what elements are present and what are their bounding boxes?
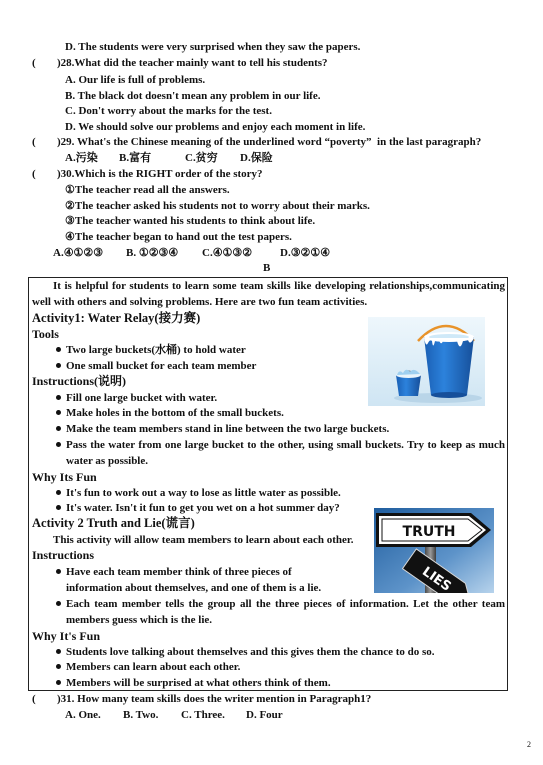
activity2-fun-1: Students love talking about themselves and this gives them the chance to do so. [66, 646, 435, 658]
q30-option-d: D.③②①④ [280, 247, 331, 259]
q30-event-4: ④The teacher began to hand out the test papers. [65, 231, 292, 243]
activity1-title: Activity1: Water Relay(接力赛) [32, 311, 201, 325]
activity2-instruction-1: Have each team member think of three pieces of information about themselves, and one of them is a lie. [66, 566, 322, 594]
water-relay-bucket-image [368, 317, 485, 406]
bullet-icon [56, 569, 61, 574]
activity1-instruction-3: Make the team members stand in line between the two large buckets. [66, 423, 390, 435]
bullet-icon [56, 442, 61, 447]
q30-option-c: C.④①③② [202, 247, 253, 259]
page-number: 2 [527, 740, 531, 749]
q30-event-3: ③The teacher wanted his students to think about life. [65, 215, 316, 227]
q29-option-a: A.污染 [65, 152, 98, 164]
bullet-icon [56, 649, 61, 654]
q31-option-b: B. Two. [123, 709, 159, 721]
q29-option-d: D.保险 [240, 152, 273, 164]
bullet-icon [56, 395, 61, 400]
q31-option-c: C. Three. [181, 709, 225, 721]
activity2-title: Activity 2 Truth and Lie(谎言) [32, 516, 195, 530]
activity1-instruction-1: Fill one large bucket with water. [66, 392, 218, 404]
activity2-instruction-2: Each team member tells the group all the three pieces of information. Let the other team members guess which is the lie. [66, 598, 505, 626]
activity1-fun-1: It's fun to work out a way to lose as little water as possible. [66, 487, 341, 499]
bullet-icon [56, 505, 61, 510]
q30-option-a: A.④①②③ [53, 247, 104, 259]
q30-option-b: B. ①②③④ [126, 247, 179, 259]
q27-option-d: D. The students were very surprised when they saw the papers. [65, 41, 361, 53]
bullet-icon [56, 363, 61, 368]
q30-event-1: ①The teacher read all the answers. [65, 184, 230, 196]
activity2-fun-2: Members can learn about each other. [66, 661, 241, 673]
bullet-icon [56, 680, 61, 685]
passage-intro: It is helpful for students to learn some team skills like developing relationships,communicating well with others and solving problems. Here are two fun team activities. [32, 280, 505, 308]
activity1-fun-heading: Why Its Fun [32, 470, 97, 484]
activity2-intro: This activity will allow team members to learn about each other. [53, 534, 354, 546]
q29-option-c: C.贫穷 [185, 152, 218, 164]
q28-option-d: D. We should solve our problems and enjoy each moment in life. [65, 121, 366, 133]
q29-answer-paren: ( [32, 136, 36, 148]
q30-event-2: ②The teacher asked his students not to worry about their marks. [65, 200, 370, 212]
activity1-instruction-4: Pass the water from one large bucket to the other, using small buckets. Try to keep as much water as possible. [66, 439, 505, 467]
q30-answer-paren: ( [32, 168, 36, 180]
bullet-icon [56, 410, 61, 415]
activity1-tools-heading: Tools [32, 327, 59, 341]
bullet-icon [56, 490, 61, 495]
activity1-tool-1: Two large buckets(水桶) to hold water [66, 344, 246, 356]
lies-sign-text: LIES [419, 564, 454, 593]
activity2-fun-heading: Why It's Fun [32, 629, 101, 643]
bullet-icon [56, 664, 61, 669]
q29-stem: )29. What's the Chinese meaning of the underlined word “poverty” in the last paragraph? [57, 136, 482, 148]
q28-option-b: B. The black dot doesn't mean any problem in our life. [65, 90, 321, 102]
q28-stem: )28.What did the teacher mainly want to tell his students? [57, 57, 328, 69]
q28-answer-paren: ( [32, 57, 36, 69]
q31-stem: )31. How many team skills does the writer mention in Paragraph1? [57, 693, 372, 705]
q31-option-a: A. One. [65, 709, 101, 721]
truth-lies-sign-image [374, 508, 494, 593]
activity2-fun-3: Members will be surprised at what others think of them. [66, 677, 331, 689]
activity1-instruction-2: Make holes in the bottom of the small buckets. [66, 407, 284, 419]
bullet-icon [56, 601, 61, 606]
activity2-instructions-heading: Instructions [32, 548, 95, 562]
activity1-fun-2: It's water. Isn't it fun to get you wet on a hot summer day? [66, 502, 340, 514]
q28-option-a: A. Our life is full of problems. [65, 74, 206, 86]
activity1-instructions-heading: Instructions(说明) [32, 374, 127, 388]
truth-sign-text: TRUTH [402, 524, 456, 540]
bullet-icon [56, 347, 61, 352]
section-label: B [263, 262, 271, 274]
q30-stem: )30.Which is the RIGHT order of the story? [57, 168, 263, 180]
q31-answer-paren: ( [32, 693, 36, 705]
bullet-icon [56, 426, 61, 431]
q31-option-d: D. Four [246, 709, 283, 721]
q28-option-c: C. Don't worry about the marks for the test. [65, 105, 272, 117]
q29-option-b: B.富有 [119, 152, 152, 164]
activity1-tool-2: One small bucket for each team member [66, 360, 257, 372]
